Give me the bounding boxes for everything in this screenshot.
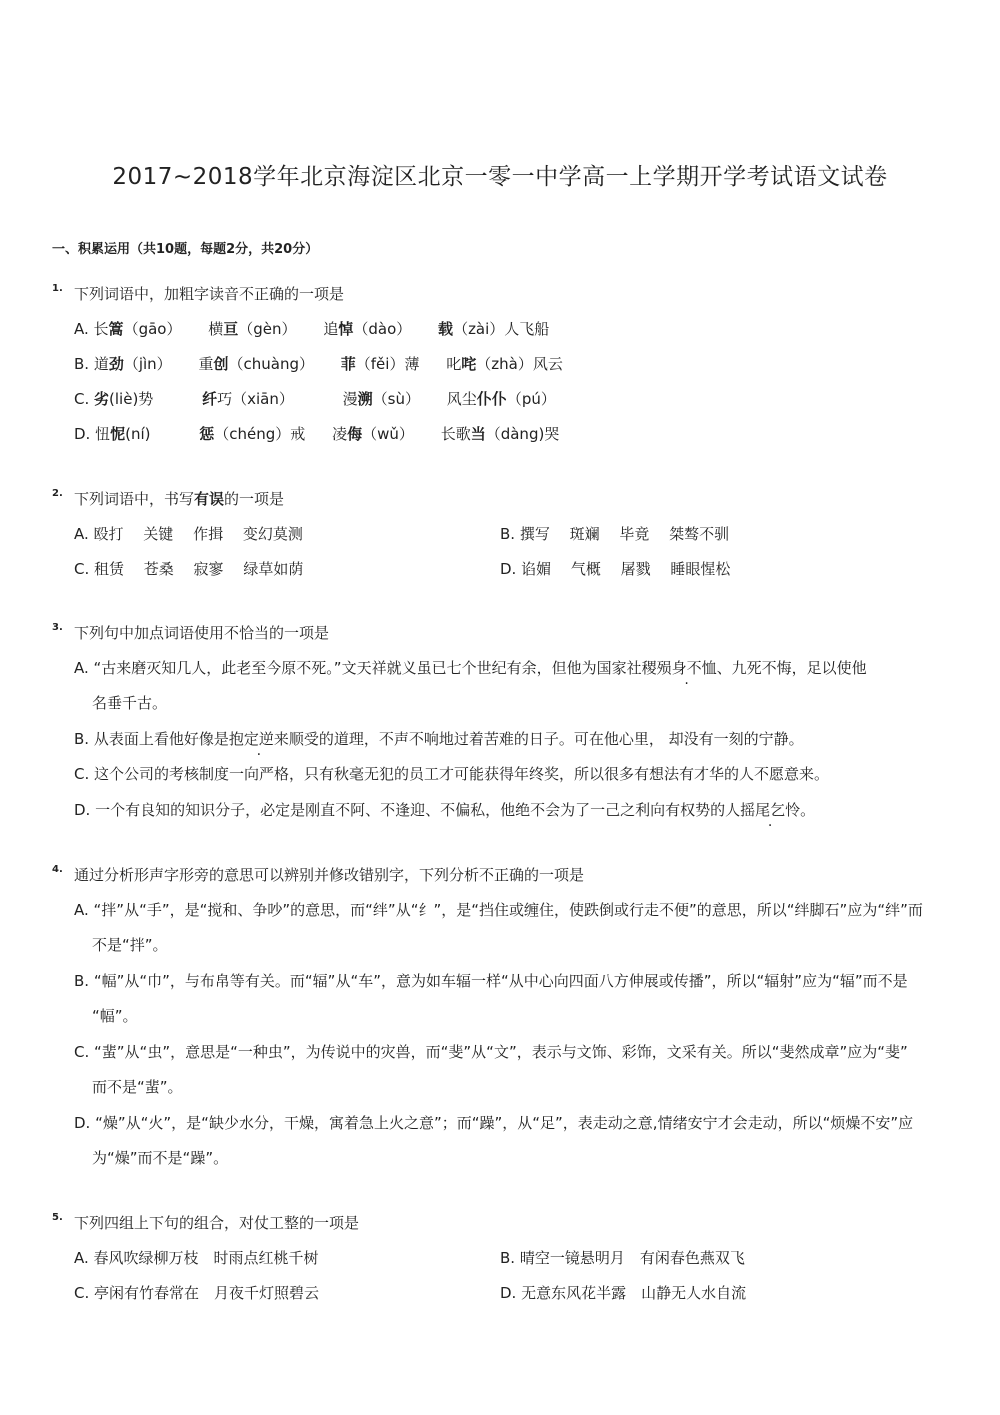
option-b: B. “幅”从“巾”，与布帛等有关。而“辐”从“车”，意为如车辐一样“从中心向四面八方伸展或传播”，所以“辐射”应为“辐”而不是 xyxy=(74,972,908,990)
option-d: D. “燥”从“火”，是“缺少水分，干燥，寓着急上火之意”；而“躁”，从“足”，表走动之意,情绪安宁才会走动，所以“烦燥不安”应 xyxy=(74,1114,914,1132)
option-a: A. “拌”从“手”，是“搅和、争吵”的意思，而“绊”从“纟”，是“挡住或缠住，使跌倒或行走不便”的意思，所以“绊脚石”应为“绊”而 xyxy=(74,901,923,919)
option-c: C. “蜚”从“虫”，意思是“一种虫”，为传说中的灾兽，而“斐”从“文”，表示与文饰、彩饰，文采有关。所以“斐然成章”应为“斐” xyxy=(74,1043,908,1061)
option-b: B. 撰写 斑斓 毕竟 桀骜不驯 xyxy=(500,525,730,543)
option-c: C. 这个公司的考核制度一向严格，只有秋毫无犯的员工才可能获得年终奖，所以很多有想法有才华的人不愿意来。 xyxy=(74,765,830,783)
option-b: B. 道劲（jìn） 重创（chuàng） 菲（fěi）薄 叱咤（zhà）风云 xyxy=(74,355,563,373)
question-number: 1. xyxy=(52,283,63,294)
option-d: D. 谄媚 气概 屠戮 睡眼惺松 xyxy=(500,560,731,578)
option-a-continued: 名垂千古。 xyxy=(92,694,168,712)
question-stem: 下列四组上下句的组合，对仗工整的一项是 xyxy=(74,1214,360,1232)
option-d: D. 忸怩(ní) 惩（chéng）戒 凌侮（wǔ） 长歌当（dàng)哭 xyxy=(74,425,560,443)
question-number: 2. xyxy=(52,488,63,499)
question-stem: 下列句中加点词语使用不恰当的一项是 xyxy=(74,624,330,642)
option-c: C. 劣(liè)势 纤巧（xiān） 漫溯（sù） 风尘仆仆（pú） xyxy=(74,390,556,408)
question-number: 4. xyxy=(52,864,63,875)
option-c-continued: 而不是“蜚”。 xyxy=(92,1078,183,1096)
option-d: D. 无意东风花半露 山静无人水自流 xyxy=(500,1284,747,1302)
option-b: B. 从表面上看他好像是抱定逆来顺受的道理，不声不响地过着苦难的日子。可在他心里， 却没有一刻的宁静。 xyxy=(74,730,804,748)
page-title: 2017~2018学年北京海淀区北京一零一中学高一上学期开学考试语文试卷 xyxy=(112,164,888,190)
question-stem: 下列词语中，加粗字读音不正确的一项是 xyxy=(74,285,345,303)
option-c: C. 租赁 苍桑 寂寥 绿草如荫 xyxy=(74,560,304,578)
question-stem: 下列词语中，书写有误的一项是 xyxy=(74,490,285,508)
option-d-continued: 为“燥”而不是“躁”。 xyxy=(92,1149,229,1167)
option-a-continued: 不是“拌”。 xyxy=(92,936,168,954)
option-b: B. 晴空一镜悬明月 有闲春色燕双飞 xyxy=(500,1249,745,1267)
option-a: A. 殴打 关键 作揖 变幻莫测 xyxy=(74,525,303,543)
option-a: A. 长篙（gāo） 横亘（gèn） 追悼（dào） 载（zài）人飞船 xyxy=(74,320,550,338)
option-a: A. 春风吹绿柳万枝 时雨点红桃千树 xyxy=(74,1249,319,1267)
question-number: 3. xyxy=(52,622,63,633)
option-b-continued: “幅”。 xyxy=(92,1007,138,1025)
option-a: A. “古来磨灭知几人，此老至今原不死。”文天祥就义虽已七个世纪有余，但他为国家社稷殒身不恤、九死不悔，足以使他 xyxy=(74,659,867,677)
option-d: D. 一个有良知的知识分子，必定是刚直不阿、不逢迎、不偏私，他绝不会为了一己之利向有权势的人摇尾乞怜。 xyxy=(74,801,816,819)
section-heading: 一、积累运用（共10题，每题2分，共20分） xyxy=(52,242,319,257)
question-stem: 通过分析形声字形旁的意思可以辨别并修改错别字，下列分析不正确的一项是 xyxy=(74,866,585,884)
question-number: 5. xyxy=(52,1212,63,1223)
option-c: C. 亭闲有竹春常在 月夜千灯照碧云 xyxy=(74,1284,320,1302)
